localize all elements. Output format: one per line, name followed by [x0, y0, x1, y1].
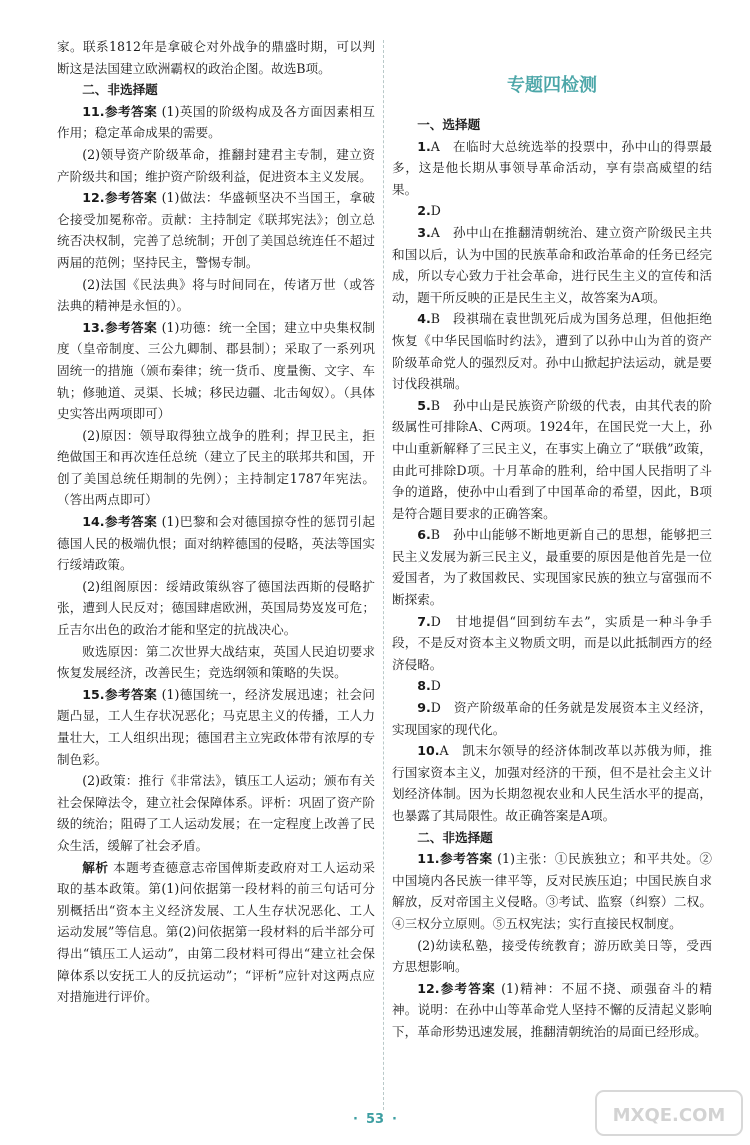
question-number: 12.: [82, 190, 105, 206]
answer-text: 孙中山能够不断地更新自己的思想，能够把三民主义发展为新三民主义，最重要的原因是他首先是一位爱国者，为了救国救民、实现国家民族的独立与富强而不断探索。: [392, 527, 713, 608]
answer-14-part1: [57, 511, 375, 576]
question-number: 3.: [417, 224, 431, 240]
answer-13-part1: [57, 317, 375, 425]
question-number: 6.: [417, 527, 431, 543]
answer-text: (1)主张：①民族独立；和平共处。②中国境内各民族一律平等，反对民族压迫；中国民族自求解放，反对帝国主义侵略。③考试、监察（纠察）二权。④三权分立原则。⑤五权宪法；实行直接民权制度。: [392, 851, 712, 931]
choice-answer-10: [392, 740, 712, 826]
question-number: 11.: [417, 851, 440, 867]
answer-text: (1)英国的阶级构成及各方面因素相互作用；稳定革命成果的需要。: [57, 103, 375, 141]
question-number: 9.: [417, 700, 431, 716]
choice-answer-6: [392, 524, 712, 610]
column-divider: [383, 40, 384, 1110]
answer-letter: A: [430, 138, 440, 154]
left-column: [57, 36, 375, 1008]
question-number: 13.: [82, 319, 105, 335]
page-number: · 53 ·: [353, 1112, 397, 1127]
answer-15-part2: (2)政策：推行《非常法》，镇压工人运动；颁布有关社会保障法令，建立社会保障体系。评析：巩固了资产阶级的统治；阻碍了工人运动发展；在一定程度上改善了民众生活，缓解了社会矛盾。: [57, 773, 375, 853]
answer-label: 参考答案: [104, 103, 158, 119]
answer-letter: D: [430, 678, 441, 694]
choice-answer-2: [392, 200, 712, 222]
question-number: 8.: [417, 678, 431, 694]
analysis-label: 解析: [82, 859, 109, 875]
answer-text: (1)功德：统一全国；建立中央集权制度（皇帝制度、三公九卿制、郡县制）；采取了一系列巩固统一的措施（颁布秦律；统一货币、度量衡、文字、车轨；修驰道、灵渠、长城；移民边疆、北击匈奴）。（具体史实答出两项即可）: [57, 319, 375, 422]
right-column: [392, 36, 712, 1043]
question-number: 1.: [417, 138, 431, 154]
answer-text: 凯末尔领导的经济体制改革以苏俄为师，推行国家资本主义，加强对经济的干预，但不是社会主义计划经济体制。因为长期忽视农业和人民生活水平的提高，也暴露了其局限性。故正确答案是A项。: [392, 743, 713, 823]
unit-test-title: 专题四检测: [507, 75, 597, 96]
answer-12-part1: [57, 187, 375, 273]
question-number: 10.: [417, 743, 440, 759]
answer-14-part2: (2)组阁原因：绥靖政策纵容了德国法西斯的侵略扩张，遭到人民反对；德国肆虐欧洲，英国局势岌岌可危；丘吉尔出色的政治才能和坚定的抗战决心。: [57, 578, 375, 638]
answer-text: (1)做法：华盛顿坚决不当国王，拿破仑接受加冕称帝。贡献：主持制定《联邦宪法》；创立总统否决权制，完善了总统制；开创了美国总统连任不超过两届的范例；坚持民主，警惕专制。: [57, 190, 375, 270]
analysis-text: 本题考查德意志帝国俾斯麦政府对工人运动采取的基本政策。第(1)问依据第一段材料的前三句话可分别概括出“资本主义经济发展、工人生存状况恶化、工人运动发展”等信息。第(2)问依据第一段材料的后半部分可得出“镇压工人运动”，由第二段材料可得出“建立社会保障体系以安抚工人的反抗运动”；“评析”应针对这两点应对措施进行评价。: [57, 859, 376, 1005]
answer-13-part2: (2)原因：领导取得独立战争的胜利；捍卫民主，拒绝做国王和再次连任总统（建立了民主的联邦共和国，开创了美国总统任期制的先例）；主持制定1787年宪法。（答出两点即可）: [57, 427, 375, 508]
analysis-15: [57, 857, 375, 1008]
answer-text: 段祺瑞在袁世凯死后成为国务总理，但他拒绝恢复《中华民国临时约法》，遭到了以孙中山为首的资产阶级革命党人的强烈反对。孙中山掀起护法运动，就是要讨伐段祺瑞。: [392, 311, 713, 392]
answer-text: 资产阶级革命的任务就是发展资本主义经济，实现国家的现代化。: [392, 700, 712, 737]
watermark-text: MXQE.COM: [612, 1105, 726, 1126]
answer-label: 参考答案: [104, 319, 158, 335]
answer-label: 参考答案: [104, 190, 158, 206]
answer-15-part1: [57, 684, 375, 770]
question-number: 15.: [82, 686, 105, 702]
answer-text: 孙中山在推翻清朝统治、建立资产阶级民主共和国以后，认为中国的民族革命和政治革命的任务已经完成，所以专心致力于社会革命，进行民生主义的宣传和活动，题干所反映的正是民生主义，故答案为A项。: [392, 224, 712, 305]
answer-label: 参考答案: [104, 686, 158, 702]
answer-12-part1: [392, 978, 712, 1043]
choice-answer-7: [392, 611, 712, 676]
question-number: 7.: [417, 613, 431, 629]
answer-14-part3: 败选原因：第二次世界大战结束，英国人民迫切要求恢复发展经济，改善民生；竞选纲领和策略的失误。: [57, 643, 375, 681]
answer-letter: D: [430, 203, 441, 219]
answer-text: 孙中山是民族资产阶级的代表，由其代表的阶级属性可排除A、C两项。1924年，在国民党一大上，孙中山重新解释了三民主义，在事实上确立了“联俄”政策，由此可排除D项。十月革命的胜利，给中国人民指明了斗争的道路，使孙中山看到了中国革命的希望，因此，B项是符合题目要求的正确答案。: [392, 397, 713, 521]
watermark-logo: [594, 1087, 744, 1139]
answer-11-part2: (2)幼读私塾，接受传统教育；游历欧美日等，受西方思想影响。: [392, 937, 712, 975]
page-number-value: 53: [365, 1112, 385, 1127]
answer-letter: B: [430, 527, 441, 543]
answer-11-part2: (2)领导资产阶级革命，推翻封建君主专制，建立资产阶级共和国；维护资产阶级利益，促进资本主义发展。: [57, 146, 375, 184]
answer-letter: D: [430, 700, 441, 716]
answer-11-part1: [57, 101, 375, 144]
answer-letter: A: [439, 743, 449, 759]
section-heading-nonchoice: 二、非选择题: [417, 829, 493, 845]
answer-text: (1)精神：不屈不挠、顽强奋斗的精神。说明：在孙中山等革命党人坚持不懈的反清起义影响下，革命形势迅速发展，推翻清朝统治的局面已经形成。: [392, 980, 712, 1039]
choice-answer-4: [392, 308, 712, 394]
answer-letter: B: [430, 311, 441, 327]
answer-text: 在临时大总统选举的投票中，孙中山的得票最多，这是他长期从事领导革命活动，享有崇高威望的结果。: [392, 138, 712, 197]
answer-11-part1: [392, 848, 712, 934]
question-number: 14.: [82, 514, 105, 530]
answer-label: 参考答案: [439, 980, 496, 996]
question-number: 12.: [417, 980, 440, 996]
choice-answer-9: [392, 697, 712, 740]
choice-answer-1: [392, 136, 712, 201]
answer-text: 甘地提倡“回到纺车去”，实质是一种斗争手段，不是反对资本主义物质文明，而是以此抵制西方的经济侵略。: [392, 613, 712, 672]
choice-answer-8: [392, 675, 712, 697]
question-number: 2.: [417, 203, 431, 219]
answer-letter: B: [430, 397, 441, 413]
answer-label: 参考答案: [439, 851, 493, 867]
answer-letter: A: [430, 224, 440, 240]
answer-label: 参考答案: [104, 514, 158, 530]
answer-letter: D: [430, 613, 441, 629]
choice-answer-3: [392, 222, 712, 308]
section-heading-choice: 一、选择题: [417, 117, 481, 132]
choice-answer-5: [392, 395, 712, 525]
question-number: 11.: [82, 103, 105, 119]
section-heading-nonchoice: 二、非选择题: [82, 82, 158, 98]
continued-paragraph: 家。联系1812年是拿破仑对外战争的鼎盛时期，可以判断这是法国建立欧洲霸权的政治企图。故选B项。: [57, 39, 375, 76]
question-number: 4.: [417, 311, 431, 327]
question-number: 5.: [417, 397, 431, 413]
answer-text: (1)巴黎和会对德国掠夺性的惩罚引起德国人民的极端仇恨；面对纳粹德国的侵略，英法等国实行绥靖政策。: [57, 514, 375, 573]
answer-12-part2: (2)法国《民法典》将与时间同在，传诸万世（或答法典的精神是永恒的）。: [57, 276, 375, 314]
answer-text: (1)德国统一，经济发展迅速；社会问题凸显，工人生存状况恶化；马克思主义的传播，工人力量壮大，工人组织出现；德国君主立宪政体带有浓厚的专制色彩。: [57, 686, 375, 767]
